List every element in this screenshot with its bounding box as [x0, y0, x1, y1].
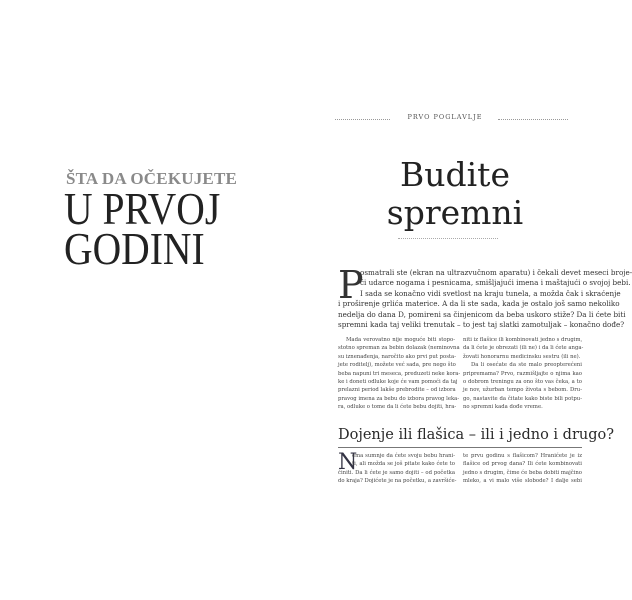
chapter-title-line-1: Budite	[400, 155, 510, 194]
section-column-2	[463, 452, 582, 486]
body-column-1	[338, 336, 461, 412]
text-line: je nov, užurban tempo života s bebom. Dru-	[463, 387, 582, 394]
text-line: go, nastavite da čitate kako biste bili potpu-	[463, 395, 582, 402]
text-line: i proširenje grlića materice. A da li ste sada, kada je ostalo još samo nekoliko	[338, 299, 620, 309]
intro-paragraph	[338, 263, 632, 330]
title-underline	[398, 238, 498, 239]
text-line: nedelja do dana D, pomireni sa činjenicom da beba uskoro stiže? Da li ćete biti	[338, 309, 626, 319]
text-line: su iznenađenja, naročito ako prvi put posta-	[338, 353, 456, 360]
text-line: beba napuni tri meseca, preduzeti neke kora-	[338, 370, 461, 377]
text-line: Da li osećate da ste malo preopterećeni	[471, 362, 582, 369]
text-line: činiti. Da li ćete je samo dojiti – od početka	[338, 469, 455, 476]
text-line: pravog imena za bebu do izbora pravog leka-	[338, 395, 460, 402]
text-line: spremni kada taj veliki trenutak – to jest taj slatki zamotuljak – konačno dođe?	[338, 320, 625, 330]
book-series-kicker: ŠTA DA OČEKUJETE	[66, 169, 238, 188]
intro-drop-cap: P	[338, 263, 364, 307]
section-heading: Dojenje ili flašica – ili i jedno i drugo?	[338, 427, 614, 443]
text-line: no spremni kada dođe vreme.	[463, 404, 543, 411]
text-line: da li ćete je obrezati (ili ne) i da li ćete anga-	[463, 345, 584, 352]
text-line: I sada se konačno vidi svetlost na kraju tunela, a možda čak i skraćenje	[360, 288, 621, 298]
text-line: ći udarce nogama i pesnicama, smišljajući imena i maštajući o svojoj bebi.	[360, 278, 631, 288]
text-line: Mada verovatno nije moguće biti stopo-	[346, 337, 455, 343]
section-rule	[338, 447, 582, 448]
text-line: osmatrali ste (ekran na ultrazvučnom aparatu) i čekali devet meseci broje-	[360, 268, 632, 277]
chapter-rule-left	[335, 119, 390, 120]
text-line: ema sumnje da ćete svoju bebu hrani-	[352, 453, 455, 459]
book-title-line-1: U PRVOJ	[64, 183, 221, 234]
section-column-1	[338, 452, 455, 486]
text-line: ti, ali možda se još pitate kako ćete to	[352, 461, 455, 468]
book-title-line-2: GODINI	[64, 223, 205, 274]
text-line: ra, odluke o tome da li ćete bebu dojiti, hra-	[338, 404, 457, 411]
text-line: pripremama? Prvo, razmišljajte o njima kao	[463, 370, 582, 377]
text-line: flašice od prvog dana? Ili ćete kombinovati	[463, 461, 582, 468]
section-drop-cap: N	[338, 450, 358, 475]
chapter-label: PRVO POGLAVLJE	[407, 113, 483, 121]
text-line: žovati honorarnu medicinsku sestru (ili ne).	[463, 353, 581, 360]
text-line: jedno s drugim, čime će beba dobiti majčino	[463, 469, 582, 476]
body-column-2	[463, 336, 582, 412]
text-line: prelazni period lakše prebrodite – od izbora	[338, 387, 456, 394]
text-line: o dobrom treningu za ono što vas čeka, a to	[463, 379, 582, 386]
text-line: do kraja? Dojićete je na početku, a završiće-	[338, 478, 457, 485]
chapter-rule-right	[498, 119, 568, 120]
text-line: mleko, a vi malo više slobode? I dalje sebi	[463, 478, 582, 485]
text-line: niti iz flašice ili kombinovati jedno s drugim,	[463, 337, 583, 343]
text-line: ke i doneti odluke koje će vam pomoći da taj	[338, 379, 458, 386]
text-line: te prvu godinu s flašicom? Hranićete je iz	[463, 453, 582, 459]
chapter-title-line-2: spremni	[386, 193, 524, 232]
text-line: jete roditelj), možete već sada, pre nego što	[338, 362, 456, 369]
text-line: stotno spreman za bebin dolazak (neminovna	[338, 345, 460, 352]
